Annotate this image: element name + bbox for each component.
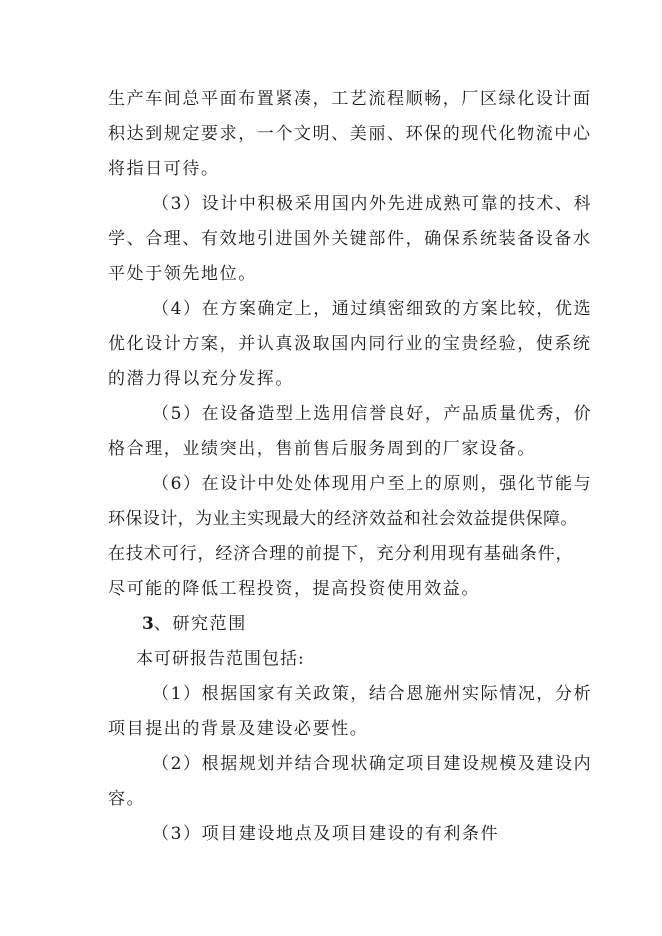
paragraph-line: 格合理，业绩突出，售前售后服务周到的厂家设备。	[108, 439, 536, 459]
section-number: 3	[142, 614, 154, 634]
paragraph-line: 容。	[108, 789, 146, 809]
paragraph-line: （3）设计中积极采用国内外先进成熟可靠的技术、科	[152, 194, 593, 214]
section-heading	[142, 613, 247, 635]
paragraph-line: （2）根据规划并结合现状确定项目建设规模及建设内	[152, 754, 593, 774]
paragraph-line: 项目提出的背景及建设必要性。	[108, 719, 369, 739]
paragraph-line: 平处于领先地位。	[108, 264, 257, 284]
paragraph-line: （6）在设计中处处体现用户至上的原则，强化节能与	[152, 474, 593, 494]
paragraph-line: 尽可能的降低工程投资，提高投资使用效益。	[108, 579, 480, 599]
paragraph-line: 积达到规定要求，一个文明、美丽、环保的现代化物流中心	[108, 124, 592, 144]
paragraph-line: （3）项目建设地点及项目建设的有利条件	[152, 824, 500, 844]
paragraph-line: （5）在设备造型上选用信誉良好，产品质量优秀，价	[152, 404, 593, 424]
paragraph-line: 的潜力得以充分发挥。	[108, 369, 294, 389]
paragraph-line: 优化设计方案，并认真汲取国内同行业的宝贵经验，使系统	[108, 334, 592, 354]
paragraph-line: （4）在方案确定上，通过缜密细致的方案比较，优选	[152, 299, 593, 319]
paragraph-line: 生产车间总平面布置紧凑，工艺流程顺畅，厂区绿化设计面	[108, 89, 592, 109]
paragraph-line: 将指日可待。	[108, 159, 220, 179]
section-title: 、研究范围	[153, 614, 247, 634]
paragraph-line: （1）根据国家有关政策，结合恩施州实际情况，分析	[152, 684, 593, 704]
scope-intro: 本可研报告范围包括:	[136, 649, 305, 669]
paragraph-line: 学、合理、有效地引进国外关键部件，确保系统装备设备水	[108, 229, 592, 249]
paragraph-line: 在技术可行，经济合理的前提下，充分利用现有基础条件，	[108, 544, 574, 564]
paragraph-line: 环保设计，为业主实现最大的经济效益和社会效益提供保障。	[108, 509, 578, 529]
